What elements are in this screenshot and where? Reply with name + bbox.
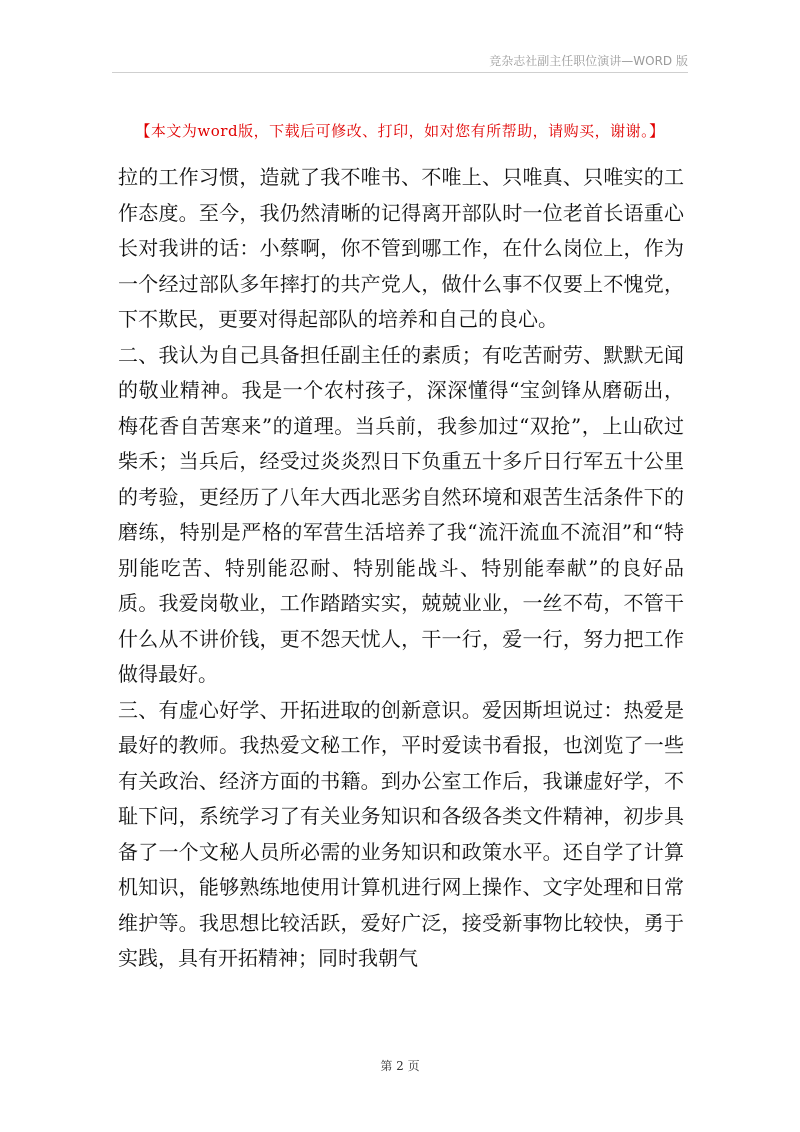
document-header-title: 竞杂志社副主任职位演讲—WORD 版 xyxy=(489,54,688,68)
download-notice: 【本文为word版，下载后可修改、打印，如对您有所帮助，请购买，谢谢。】 xyxy=(135,122,665,140)
page-number: 第 2 页 xyxy=(380,1059,420,1073)
body-paragraph: 二、我认为自己具备担任副主任的素质；有吃苦耐劳、默默无闻的敬业精神。我是一个农村孩子，深深懂得“宝剑锋从磨砺出，梅花香自苦寒来”的道理。当兵前，我参加过“双抢”，上山砍过柴禾；当兵后，经受过炎炎烈日下负重五十多斤日行军五十公里的考验，更经历了八年大西北恶劣自然环境和艰苦生活条件下的磨练，特别是严格的军营生活培养了我“流汗流血不流泪”和“特别能吃苦、特别能忍耐、特别能战斗、特别能奉献”的良好品质。我爱岗敬业，工作踏踏实实，兢兢业业，一丝不苟，不管干什么从不讲价钱，更不怨天忧人，干一行，爱一行，努力把工作做得最好。 xyxy=(118,342,684,686)
document-body xyxy=(118,160,684,977)
header-divider xyxy=(112,72,688,73)
body-paragraph: 三、有虚心好学、开拓进取的创新意识。爱因斯坦说过：热爱是最好的教师。我热爱文秘工作，平时爱读书看报，也浏览了一些有关政治、经济方面的书籍。到办公室工作后，我谦虚好学，不耻下问，系统学习了有关业务知识和各级各类文件精神，初步具备了一个文秘人员所必需的业务知识和政策水平。还自学了计算机知识，能够熟练地使用计算机进行网上操作、文字处理和日常维护等。我思想比较活跃，爱好广泛，接受新事物比较快，勇于实践，具有开拓精神；同时我朝气 xyxy=(118,697,684,970)
body-paragraph: 拉的工作习惯，造就了我不唯书、不唯上、只唯真、只唯实的工作态度。至今，我仍然清晰的记得离开部队时一位老首长语重心长对我讲的话：小蔡啊，你不管到哪工作，在什么岗位上，作为一个经过部队多年摔打的共产党人，做什么事不仅要上不愧党，下不欺民，更要对得起部队的培养和自己的良心。 xyxy=(118,165,684,331)
